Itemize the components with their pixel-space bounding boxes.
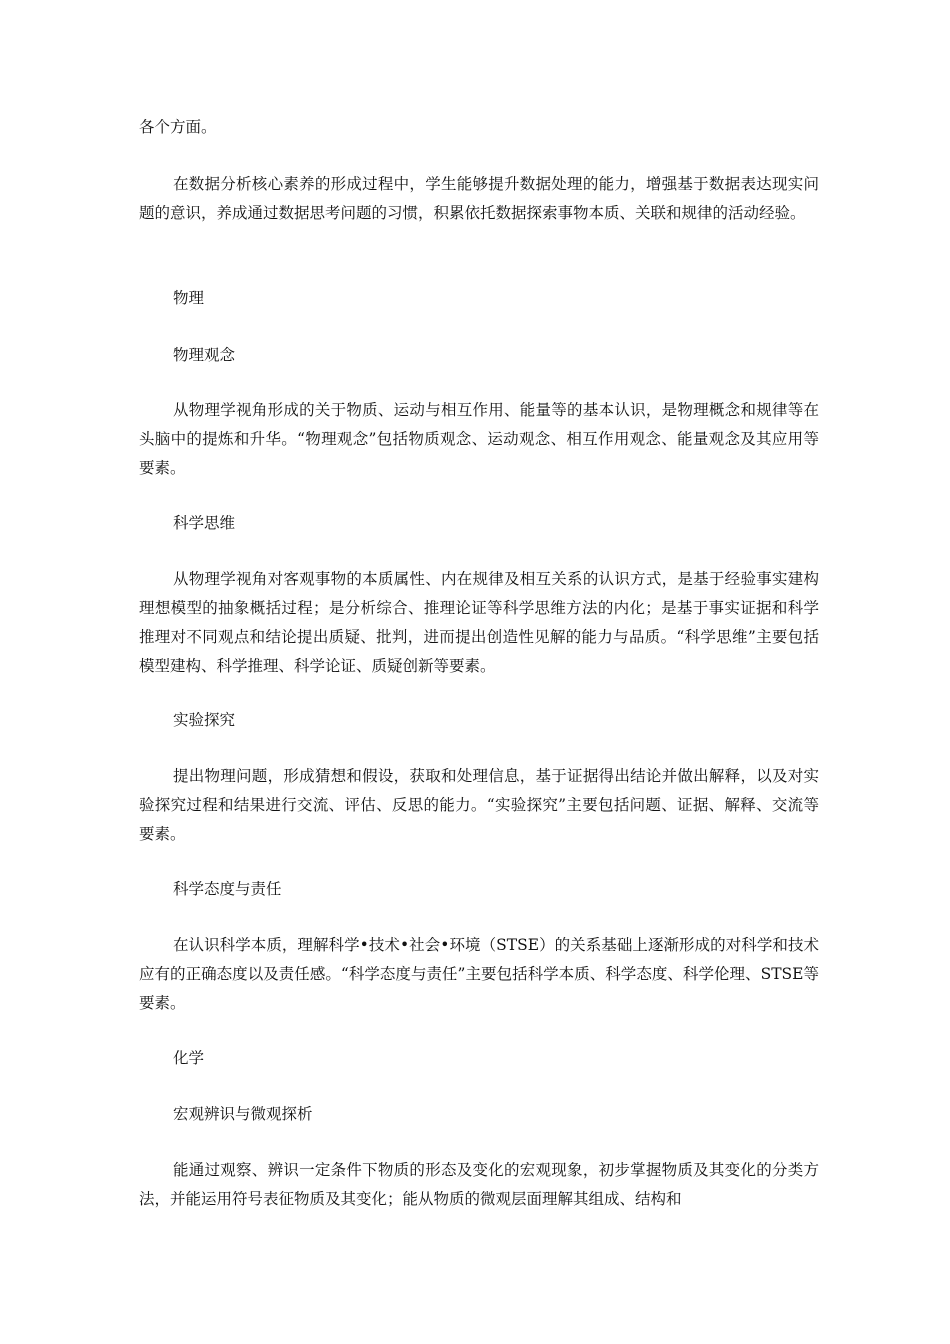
heading-scientific-thinking: 科学思维 (173, 514, 236, 532)
heading-scientific-attitude: 科学态度与责任 (173, 880, 282, 898)
heading-experiment: 实验探究 (173, 711, 236, 729)
heading-physics: 物理 (173, 289, 205, 307)
paragraph-scientific-thinking: 从物理学视角对客观事物的本质属性、内在规律及相互关系的认识方式，是基于经验事实建构理想模型的抽象概括过程；是分析综合、推理论证等科学思维方法的内化；是基于事实证据和科学推理对不同观点和结论提出质疑、批判，进而提出创造性见解的能力与品质。“科学思维”主要包括模型建构、科学推理、科学论证、质疑创新等要素。 (139, 570, 819, 675)
paragraph-scientific-attitude: 在认识科学本质，理解科学•技术•社会•环境（STSE）的关系基础上逐渐形成的对科学和技术应有的正确态度以及责任感。“科学态度与责任”主要包括科学本质、科学态度、科学伦理、STSE等要素。 (139, 936, 819, 1012)
heading-macro-micro: 宏观辨识与微观探析 (173, 1105, 313, 1123)
heading-chemistry: 化学 (173, 1049, 205, 1067)
paragraph-data-analysis: 在数据分析核心素养的形成过程中，学生能够提升数据处理的能力，增强基于数据表达现实问题的意识，养成通过数据思考问题的习惯，积累依托数据探索事物本质、关联和规律的活动经验。 (139, 175, 819, 222)
paragraph-physics-concept: 从物理学视角形成的关于物质、运动与相互作用、能量等的基本认识，是物理概念和规律等在头脑中的提炼和升华。“物理观念”包括物质观念、运动观念、相互作用观念、能量观念及其应用等要素。 (139, 401, 819, 477)
heading-physics-concept: 物理观念 (173, 346, 236, 364)
paragraph-experiment: 提出物理问题，形成猜想和假设，获取和处理信息，基于证据得出结论并做出解释，以及对实验探究过程和结果进行交流、评估、反思的能力。“实验探究”主要包括问题、证据、解释、交流等要素。 (139, 767, 819, 843)
paragraph-continuation: 各个方面。 (139, 118, 217, 136)
paragraph-macro-micro: 能通过观察、辨识一定条件下物质的形态及变化的宏观现象，初步掌握物质及其变化的分类方法，并能运用符号表征物质及其变化；能从物质的微观层面理解其组成、结构和 (139, 1161, 819, 1208)
